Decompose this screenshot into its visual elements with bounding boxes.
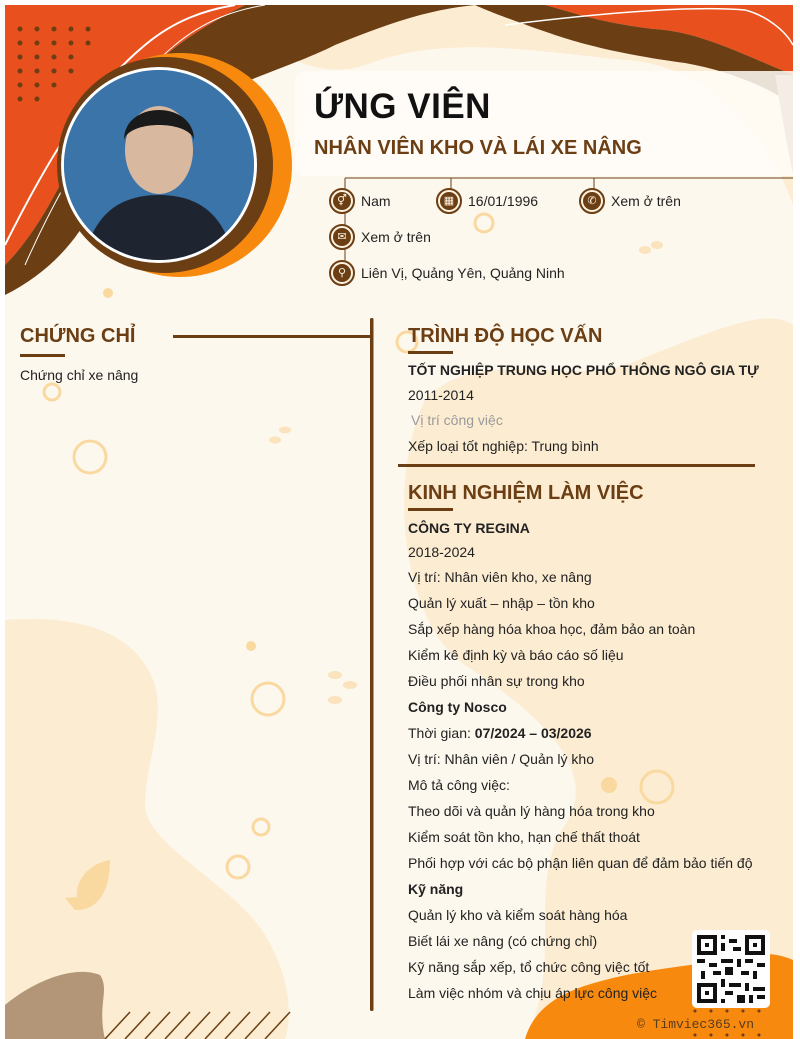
person-photo-placeholder [64, 70, 254, 260]
skill-line: Kỹ năng sắp xếp, tổ chức công việc tốt [408, 959, 650, 975]
skill-line: Quản lý kho và kiểm soát hàng hóa [408, 907, 628, 923]
company2-time-label: Thời gian: [408, 725, 475, 741]
birthday-value: 16/01/1996 [468, 193, 539, 209]
experience-title: KINH NGHIỆM LÀM VIỆC [408, 482, 644, 504]
company1-line: Vị trí: Nhân viên kho, xe nâng [408, 569, 592, 585]
education-grade: Xếp loại tốt nghiệp: Trung bình [408, 438, 599, 454]
education-school: TỐT NGHIỆP TRUNG HỌC PHỔ THÔNG NGÔ GIA TỰ [408, 362, 759, 378]
company2-line: Phối hợp với các bộ phận liên quan để đảm bảo tiến độ [408, 855, 753, 871]
certificates-title: CHỨNG CHỈ [20, 325, 136, 347]
qr-code-icon [697, 935, 765, 1003]
education-period: 2011-2014 [408, 387, 474, 403]
company2-line: Theo dõi và quản lý hàng hóa trong kho [408, 803, 655, 819]
company1-line: Quản lý xuất – nhập – tồn kho [408, 595, 595, 611]
gender-value: Nam [361, 193, 391, 209]
gender-icon: ⚥ [329, 188, 355, 214]
cv-page [5, 5, 793, 1039]
company2-line: Vị trí: Nhân viên / Quản lý kho [408, 751, 594, 767]
copyright-watermark: © Timviec365.vn [637, 1017, 755, 1032]
company1-line: Điều phối nhân sự trong kho [408, 673, 585, 689]
contact-birthday [436, 186, 538, 216]
education-position-placeholder: Vị trí công việc [411, 412, 503, 428]
education-title: TRÌNH ĐỘ HỌC VẤN [408, 325, 603, 347]
phone-value: Xem ở trên [611, 193, 681, 209]
skill-line: Làm việc nhóm và chịu áp lực công việc [408, 985, 658, 1001]
skill-line: Biết lái xe nâng (có chứng chỉ) [408, 933, 598, 949]
candidate-name: ỨNG VIÊN [314, 87, 491, 126]
education-underline [408, 351, 453, 354]
contact-email [329, 222, 431, 252]
location-pin-icon: ⚲ [329, 260, 355, 286]
contact-gender [329, 186, 391, 216]
email-value: Xem ở trên [361, 229, 431, 245]
contact-address [329, 258, 565, 288]
calendar-icon: ▦ [436, 188, 462, 214]
job-title: NHÂN VIÊN KHO VÀ LÁI XE NÂNG [314, 137, 642, 159]
avatar-frame [57, 63, 265, 271]
company2-line: Kiểm soát tồn kho, hạn chế thất thoát [408, 829, 640, 845]
company2-name: Công ty Nosco [408, 699, 507, 715]
certificates-underline [20, 354, 65, 357]
company2-time-value: 07/2024 – 03/2026 [474, 725, 592, 741]
skills-title: Kỹ năng [408, 881, 464, 897]
certificate-item: Chứng chỉ xe nâng [20, 367, 139, 383]
avatar [61, 67, 257, 263]
contact-phone [579, 186, 681, 216]
qr-code[interactable] [692, 930, 770, 1008]
experience-underline [408, 508, 453, 511]
company2-time [408, 725, 592, 741]
address-value: Liên Vị, Quảng Yên, Quảng Ninh [361, 265, 565, 281]
company1-line: Kiểm kê định kỳ và báo cáo số liệu [408, 647, 624, 663]
company2-line: Mô tả công việc: [408, 777, 510, 793]
company1-line: Sắp xếp hàng hóa khoa học, đảm bảo an toàn [408, 621, 696, 637]
company1-name: CÔNG TY REGINA [408, 520, 530, 536]
company1-period: 2018-2024 [408, 544, 475, 560]
mail-icon: ✉ [329, 224, 355, 250]
phone-icon: ✆ [579, 188, 605, 214]
